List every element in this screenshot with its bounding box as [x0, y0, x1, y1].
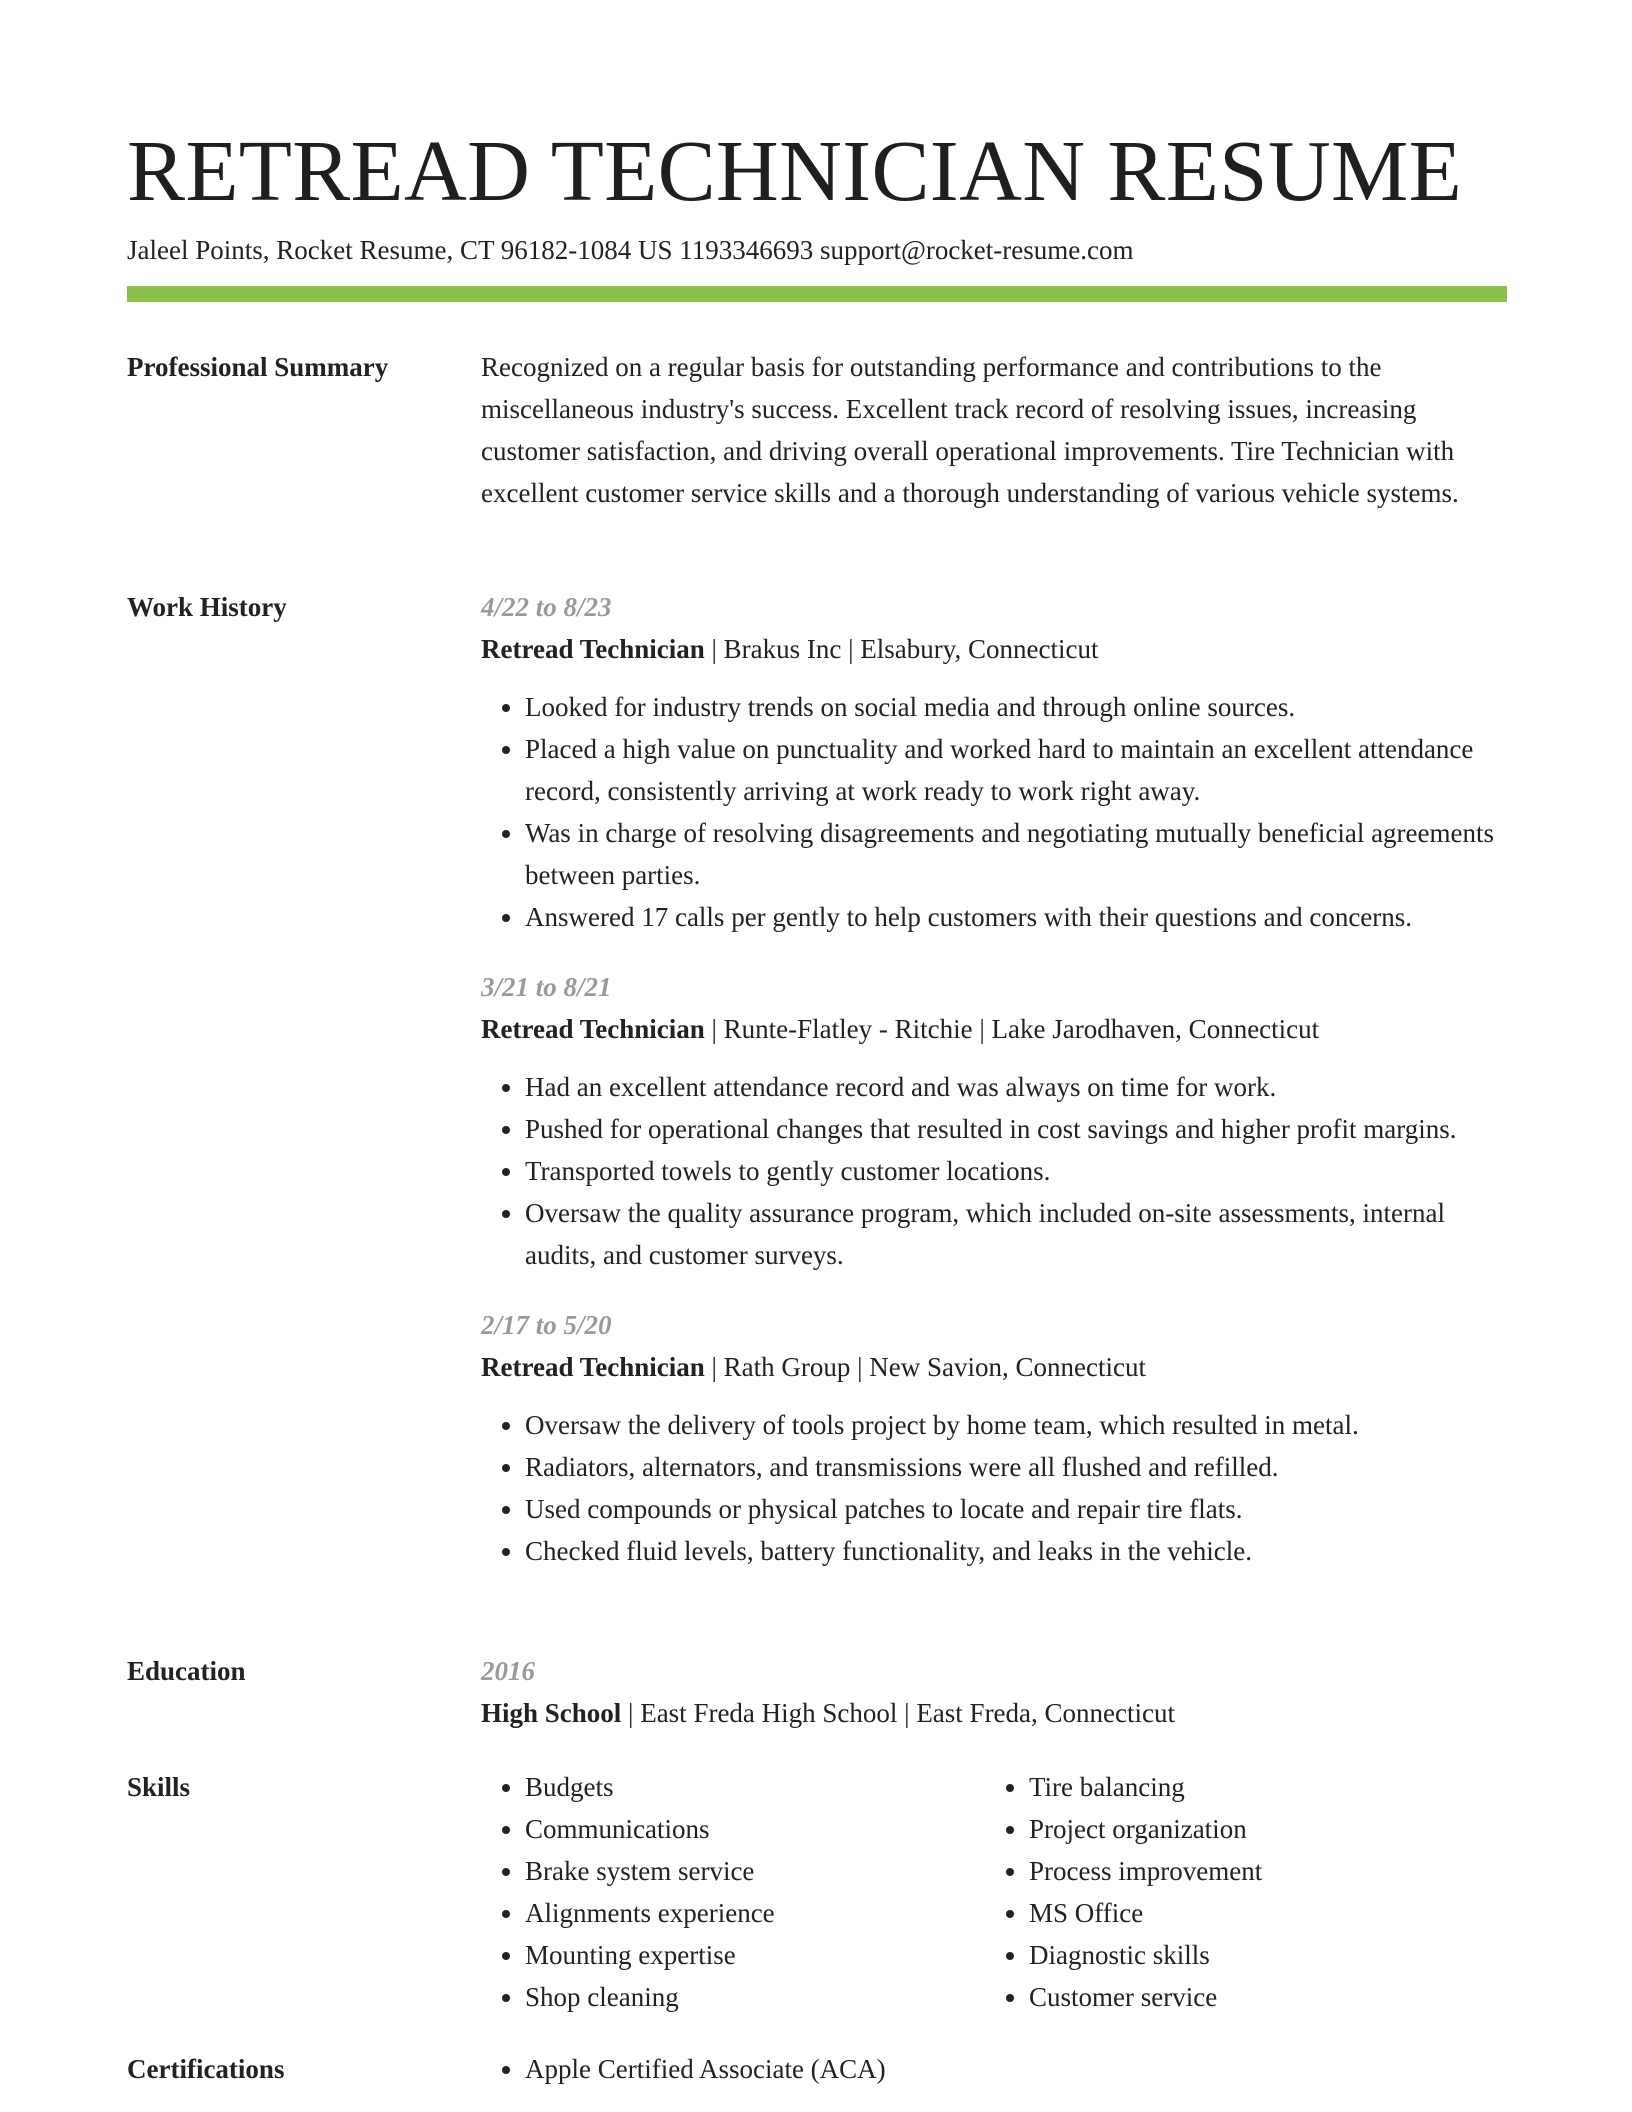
summary-text: Recognized on a regular basis for outstanding performance and contributions to the miscellaneous industry's success. Excellent track record of resolving issues, increasing customer satisfaction, and driving overall operational improvements. Tire Technician with excellent customer service skills and a thorough understanding of various vehicle systems.	[481, 352, 1459, 508]
skill-item: • Customer service	[1029, 1976, 1489, 2018]
resume-title: RETREAD TECHNICIAN RESUME	[127, 122, 1463, 219]
job-bullet: • Oversaw the delivery of tools project by home team, which resulted in metal.	[525, 1404, 1507, 1446]
section-label-education: Education	[127, 1656, 246, 1686]
skill-item: • Diagnostic skills	[1029, 1934, 1489, 1976]
job-bullets	[481, 1404, 1507, 1572]
job-entry	[481, 966, 1507, 1276]
job-role: Retread Technician	[481, 1352, 705, 1382]
job-details: | Rath Group | New Savion, Connecticut	[704, 1352, 1147, 1382]
skill-item: • Process improvement	[1029, 1850, 1489, 1892]
job-role-line	[481, 1008, 1507, 1050]
certification-item: • Apple Certified Associate (ACA)	[525, 2048, 1507, 2090]
skill-item: • Budgets	[525, 1766, 985, 1808]
job-bullet: • Looked for industry trends on social media and through online sources.	[525, 686, 1507, 728]
contact-line: Jaleel Points, Rocket Resume, CT 96182-1084 US 1193346693 support@rocket-resume.com	[127, 235, 1134, 265]
job-bullets	[481, 686, 1507, 938]
skills-grid	[481, 1766, 1507, 2018]
education-body	[481, 1650, 1507, 1734]
skill-item: • Communications	[525, 1808, 985, 1850]
skill-item: • Brake system service	[525, 1850, 985, 1892]
skill-item: • Tire balancing	[1029, 1766, 1489, 1808]
job-date: 4/22 to 8/23	[481, 592, 612, 622]
skills-column-right	[985, 1766, 1489, 2018]
job-details: | Brakus Inc | Elsabury, Connecticut	[704, 634, 1099, 664]
job-entry	[481, 1304, 1507, 1572]
education-line	[481, 1692, 1507, 1734]
job-role-line	[481, 1346, 1507, 1388]
job-role: Retread Technician	[481, 1014, 705, 1044]
job-bullet: • Transported towels to gently customer locations.	[525, 1150, 1507, 1192]
certifications-list	[481, 2048, 1507, 2090]
job-bullet: • Oversaw the quality assurance program, which included on-site assessments, internal audits, and customer surveys.	[525, 1192, 1507, 1276]
section-label-work-history: Work History	[127, 592, 287, 622]
job-date: 3/21 to 8/21	[481, 972, 612, 1002]
job-entry	[481, 586, 1507, 938]
skill-item: • MS Office	[1029, 1892, 1489, 1934]
job-date: 2/17 to 5/20	[481, 1310, 612, 1340]
skill-item: • Mounting expertise	[525, 1934, 985, 1976]
job-role-line	[481, 628, 1507, 670]
skill-item: • Alignments experience	[525, 1892, 985, 1934]
certifications-body	[481, 2048, 1507, 2090]
section-label-skills: Skills	[127, 1772, 191, 1802]
education-details: | East Freda High School | East Freda, Connecticut	[621, 1698, 1175, 1728]
job-bullet: • Was in charge of resolving disagreements and negotiating mutually beneficial agreements between parties.	[525, 812, 1507, 896]
accent-divider	[127, 286, 1507, 302]
section-label-certifications: Certifications	[127, 2054, 285, 2084]
job-bullet: • Pushed for operational changes that resulted in cost savings and higher profit margins.	[525, 1108, 1507, 1150]
job-details: | Runte-Flatley - Ritchie | Lake Jarodhaven, Connecticut	[704, 1014, 1320, 1044]
section-label-summary: Professional Summary	[127, 352, 389, 382]
job-bullet: • Used compounds or physical patches to locate and repair tire flats.	[525, 1488, 1507, 1530]
job-bullet: • Radiators, alternators, and transmissions were all flushed and refilled.	[525, 1446, 1507, 1488]
skills-body	[481, 1766, 1507, 2018]
job-bullet: • Checked fluid levels, battery functionality, and leaks in the vehicle.	[525, 1530, 1507, 1572]
skill-item: • Shop cleaning	[525, 1976, 985, 2018]
education-degree: High School	[481, 1698, 622, 1728]
education-date: 2016	[481, 1656, 535, 1686]
job-bullet: • Placed a high value on punctuality and worked hard to maintain an excellent attendance record, consistently arriving at work ready to work right away.	[525, 728, 1507, 812]
skills-column-left	[481, 1766, 985, 2018]
summary-body	[481, 346, 1507, 514]
work-history-body	[481, 586, 1507, 1600]
job-role: Retread Technician	[481, 634, 705, 664]
job-bullet: • Answered 17 calls per gently to help customers with their questions and concerns.	[525, 896, 1507, 938]
job-bullets	[481, 1066, 1507, 1276]
skill-item: • Project organization	[1029, 1808, 1489, 1850]
job-bullet: • Had an excellent attendance record and was always on time for work.	[525, 1066, 1507, 1108]
